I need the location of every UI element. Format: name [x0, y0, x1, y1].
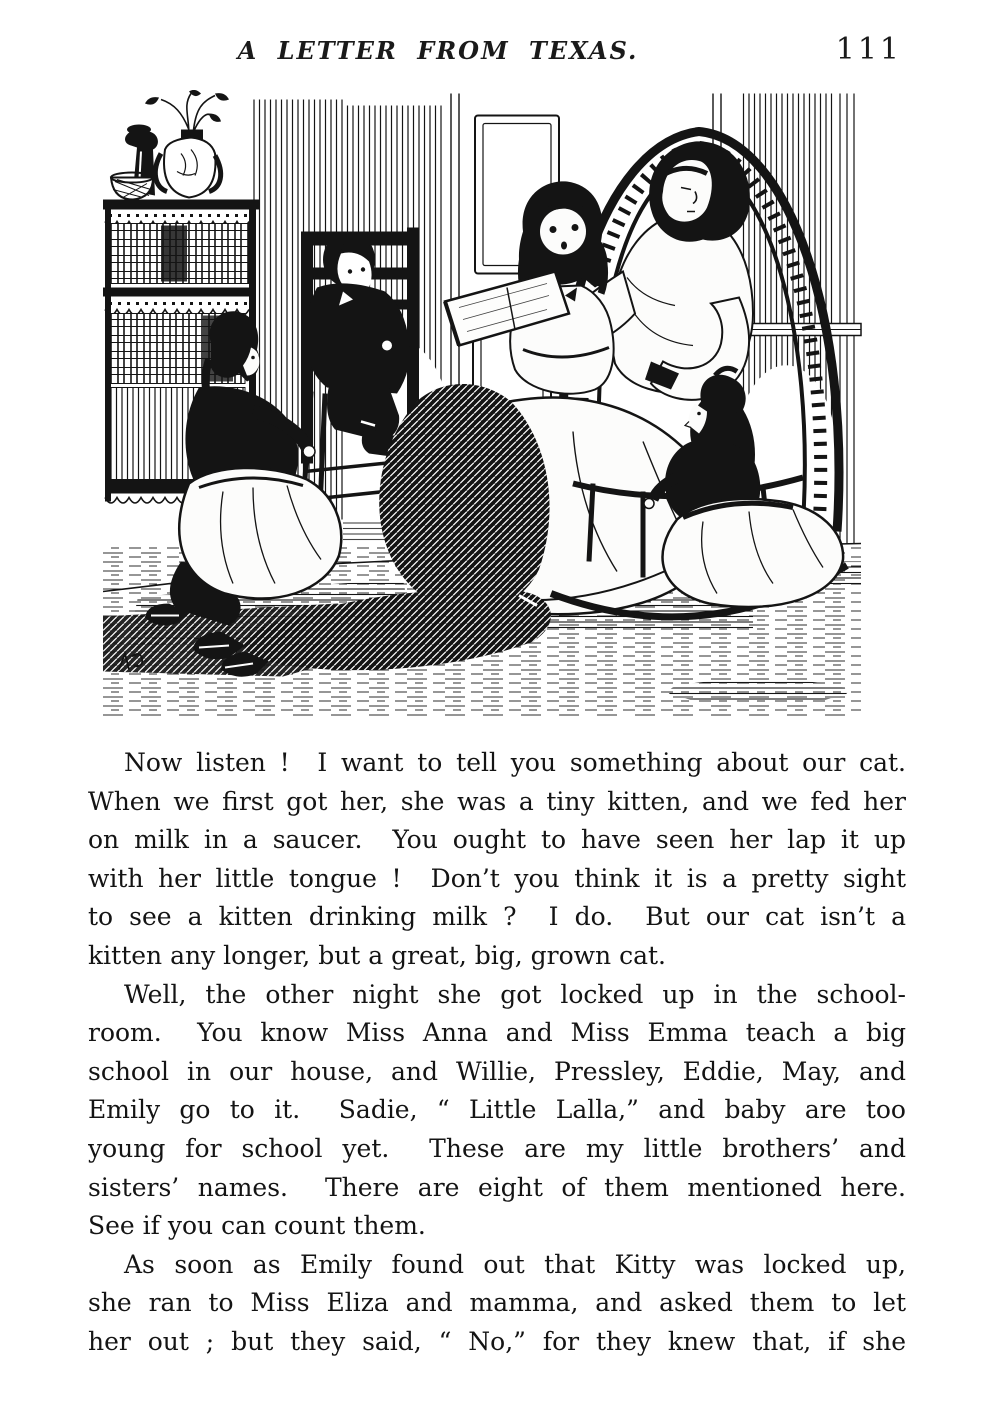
page-number: 111	[835, 32, 902, 67]
body-text	[88, 744, 906, 1362]
text-line: kitten any longer, but a great, big, grown cat.	[88, 940, 666, 970]
illustration	[103, 90, 863, 718]
text-line: Well, the other night she got locked up in the school-	[124, 979, 906, 1009]
text-line: young for school yet. These are my little brothers’ and	[88, 1133, 906, 1163]
text-line: school in our house, and Willie, Pressley, Eddie, May, and	[88, 1056, 906, 1086]
text-line: to see a kitten drinking milk ? I do. But our cat isn’t a	[88, 902, 906, 932]
text-line: with her little tongue ! Don’t you think it is a pretty sight	[88, 863, 906, 893]
girl-skirt	[179, 468, 341, 599]
text-line: Emily go to it. Sadie, “ Little Lalla,” and baby are too	[88, 1095, 906, 1125]
paragraph-3	[88, 1246, 906, 1362]
text-line: sisters’ names. There are eight of them mentioned here.	[88, 1172, 906, 1202]
vase	[155, 130, 220, 198]
illustration-engraving	[103, 90, 863, 718]
text-line: Now listen ! I want to tell you something about our cat.	[124, 748, 906, 777]
text-line: her out ; but they said, “ No,” for they knew that, if she	[88, 1326, 906, 1356]
arch-drapery-right	[739, 94, 833, 422]
text-line: As soon as Emily found out that Kitty was locked up,	[124, 1249, 906, 1279]
text-line: When we first got her, she was a tiny kitten, and we fed her	[88, 786, 906, 816]
figure-lap-child	[445, 181, 614, 393]
text-line: room. You know Miss Anna and Miss Emma teach a big	[88, 1018, 906, 1048]
paragraph-1	[88, 744, 906, 976]
paragraph-2	[88, 976, 906, 1246]
plant	[145, 90, 229, 136]
text-line: on milk in a saucer. You ought to have seen her lap it up	[88, 825, 906, 855]
text-line: she ran to Miss Eliza and mamma, and asked them to let	[88, 1288, 906, 1318]
running-head: A LETTER FROM TEXAS.	[237, 36, 639, 65]
basket-bowl	[111, 173, 153, 200]
text-line: See if you can count them.	[88, 1211, 426, 1241]
